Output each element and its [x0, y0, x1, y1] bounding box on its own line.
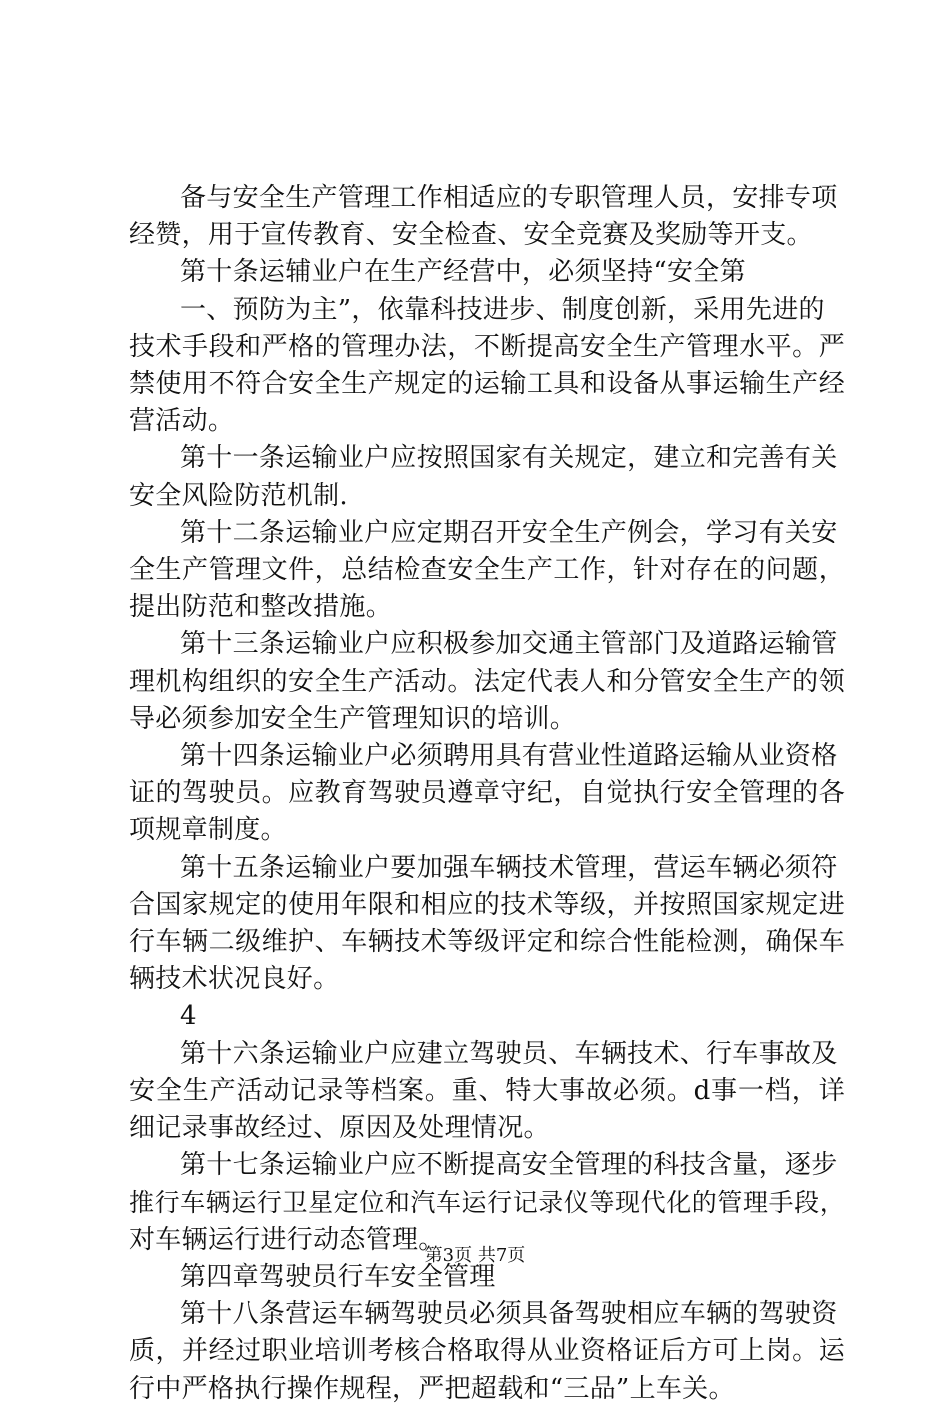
text-line: 第十五条运输业户要加强车辆技术管理，营运车辆必须符 [180, 852, 838, 883]
text-line: 禁使用不符合安全生产规定的运输工具和设备从事运输生产经 [129, 369, 845, 400]
text-line: 提出防范和整改措施。 [129, 592, 393, 623]
text-line: 理机构组织的安全生产活动。法定代表人和分管安全生产的领 [129, 666, 845, 697]
text-line: 导必须参加安全生产管理知识的培训。 [129, 703, 577, 734]
text-line: 项规章制度。 [129, 815, 287, 846]
text-line: 质，并经过职业培训考核合格取得从业资格证后方可上岗。运 [129, 1336, 845, 1367]
text-line: 证的驾驶员。应教育驾驶员遵章守纪，自觉执行安全管理的各 [129, 778, 845, 809]
text-line: 合国家规定的使用年限和相应的技术等级，并按照国家规定进 [129, 889, 845, 920]
text-line: 营活动。 [129, 406, 235, 437]
text-line: 行中严格执行操作规程，严把超载和“三品”上车关。 [129, 1373, 735, 1404]
text-line: 技术手段和严格的管理办法，不断提高安全生产管理水平。严 [129, 331, 845, 362]
text-line: 第十条运辅业户在生产经营中，必须坚持“安全第 [180, 257, 746, 288]
text-line: 辆技术状况良好。 [129, 964, 340, 995]
text-line: 第四章驾驶员行车安全管理 [180, 1261, 496, 1292]
text-line: 行车辆二级维护、车辆技术等级评定和综合性能检测，确保车 [129, 927, 845, 958]
text-line: 经赞，用于宣传教育、安全检查、安全竞赛及奖励等开支。 [129, 220, 813, 251]
text-line: 推行车辆运行卫星定位和汽车运行记录仪等现代化的管理手段， [129, 1188, 845, 1218]
text-line: 一、预防为主”，依靠科技进步、制度创新，采用先进的 [180, 294, 825, 325]
text-line: 第十四条运输业户必须聘用具有营业性道路运输从业资格 [180, 741, 838, 772]
text-line: 第十三条运输业户应积极参加交通主管部门及道路运输管 [180, 629, 838, 660]
text-line: 第十七条运输业户应不断提高安全管理的科技含量，逐步 [180, 1150, 838, 1181]
text-line: 对车辆运行进行动态管理。 [129, 1224, 445, 1255]
text-line: 第十一条运输业户应按照国家有关规定，建立和完善有关 [180, 443, 838, 474]
text-line: 第十八条营运车辆驾驶员必须具备驾驶相应车辆的驾驶资 [180, 1299, 838, 1330]
text-line: 备与安全生产管理工作相适应的专职管理人员，安排专项 [180, 183, 838, 213]
text-line: 安全风险防范机制. [129, 480, 348, 511]
text-line: 第十二条运输业户应定期召开安全生产例会，学习有关安 [180, 517, 838, 548]
text-line: 细记录事故经过、原因及处理情况。 [129, 1113, 550, 1144]
page-footer: 第3页 共7页 [424, 1245, 526, 1266]
text-line: 安全生产活动记录等档案。重、特大事故必须。d事一档，详 [129, 1075, 845, 1106]
text-line: 4 [180, 1001, 197, 1032]
text-line: 全生产管理文件，总结检查安全生产工作，针对存在的问题， [129, 555, 845, 586]
text-line: 第十六条运输业户应建立驾驶员、车辆技术、行车事故及 [180, 1038, 838, 1069]
document-body [129, 180, 845, 1408]
